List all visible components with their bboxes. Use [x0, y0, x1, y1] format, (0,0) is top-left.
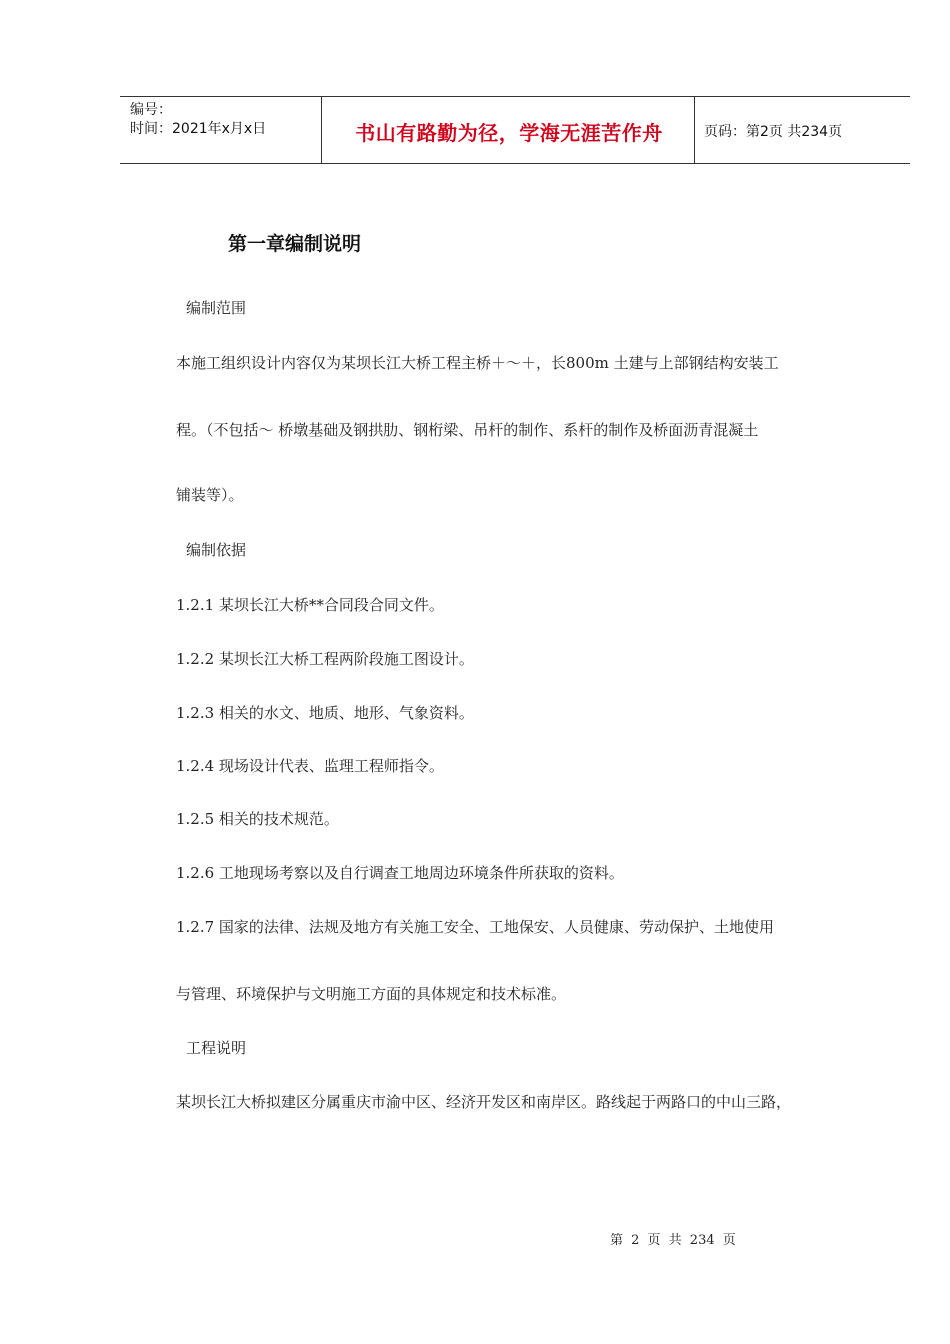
page-header: [120, 96, 910, 164]
list-item-continuation: 与管理、环境保护与文明施工方面的具体规定和技术标准。: [176, 985, 567, 1003]
list-item: 1.2.2 某坝长江大桥工程两阶段施工图设计。: [176, 650, 474, 668]
list-item: 1.2.3 相关的水文、地质、地形、气象资料。: [176, 704, 474, 722]
page-footer: 第 2 页 共 234 页: [610, 1233, 736, 1248]
header-page-code: 页码：第2页 共234页: [704, 124, 843, 140]
paragraph-line: 本施工组织设计内容仅为某坝长江大桥工程主桥＋～＋，长800m 土建与上部钢结构安装工: [176, 354, 779, 372]
paragraph-line: 程。（不包括～ 桥墩基础及钢拱肋、钢桁梁、吊杆的制作、系杆的制作及桥面沥青混凝土: [176, 421, 759, 439]
time-label: 时间：2021年x月x日: [130, 121, 267, 137]
header-meta: [130, 101, 266, 139]
section-heading-basis: 编制依据: [186, 541, 247, 559]
header-divider-right: [694, 97, 695, 163]
chapter-title: 第一章编制说明: [228, 233, 362, 255]
section-heading-project: 工程说明: [186, 1039, 247, 1057]
serial-label: 编号：: [130, 102, 172, 118]
list-item: 1.2.7 国家的法律、法规及地方有关施工安全、工地保安、人员健康、劳动保护、土地使用: [176, 918, 774, 936]
section-heading-scope: 编制范围: [186, 299, 247, 317]
paragraph-line: 铺装等）。: [176, 486, 244, 504]
list-item: 1.2.6 工地现场考察以及自行调查工地周边环境条件所获取的资料。: [176, 864, 624, 882]
list-item: 1.2.4 现场设计代表、监理工程师指令。: [176, 757, 444, 775]
list-item: 1.2.5 相关的技术规范。: [176, 810, 339, 828]
header-motto: 书山有路勤为径，学海无涯苦作舟: [355, 121, 663, 145]
paragraph-line: 某坝长江大桥拟建区分属重庆市渝中区、经济开发区和南岸区。路线起于两路口的中山三路，: [176, 1093, 792, 1111]
list-item: 1.2.1 某坝长江大桥**合同段合同文件。: [176, 596, 444, 614]
